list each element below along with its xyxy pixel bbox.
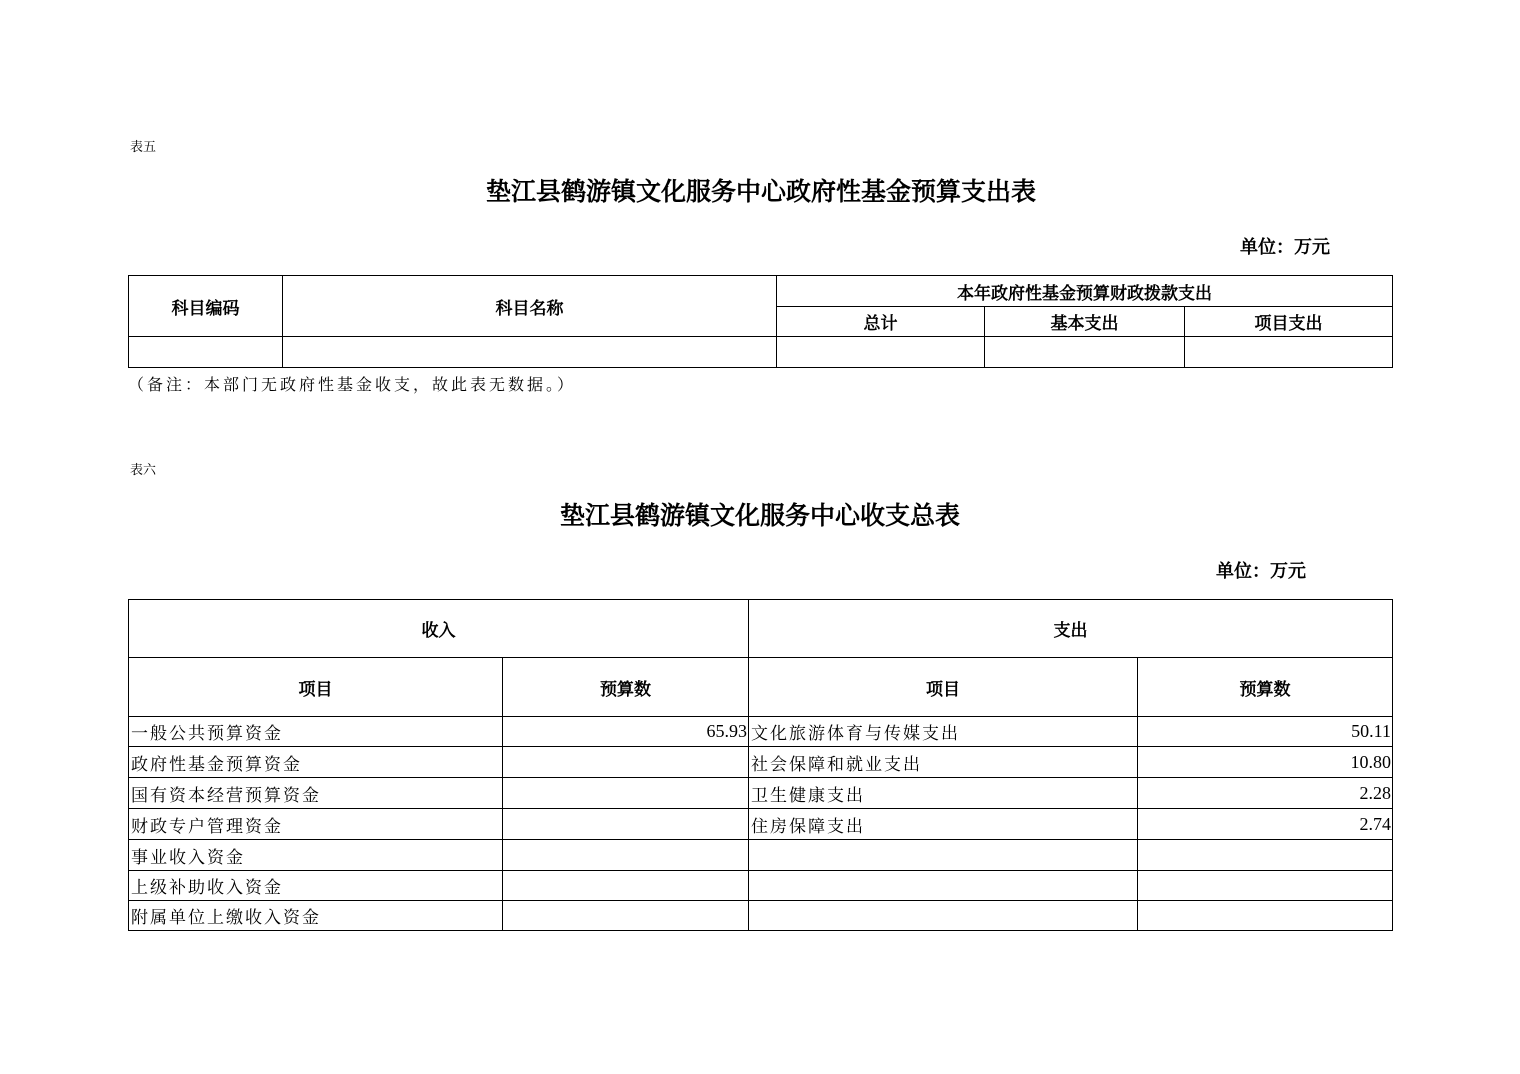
- table5-tag: 表五: [130, 140, 157, 155]
- table5-header-total: 总计: [777, 307, 985, 337]
- table6-tag: 表六: [130, 463, 157, 478]
- table-row: [129, 717, 1393, 747]
- expense-item: [749, 840, 1138, 871]
- table6-header-income: 收入: [129, 600, 749, 658]
- income-item: 上级补助收入资金: [129, 871, 503, 901]
- income-item: 附属单位上缴收入资金: [129, 901, 503, 931]
- table6-header-expense: 支出: [749, 600, 1393, 658]
- table-row: [129, 778, 1393, 809]
- table-row: [129, 747, 1393, 778]
- table5-unit: 单位：万元: [1240, 237, 1330, 258]
- table6-title-text: 垫江县鹤游镇文化服务中心收支总表: [559, 501, 960, 530]
- expense-item: 卫生健康支出: [749, 778, 1138, 809]
- expense-item: 住房保障支出: [749, 809, 1138, 840]
- table5-cell: [283, 337, 777, 368]
- expense-amount: 2.74: [1138, 809, 1393, 840]
- expense-amount: [1138, 901, 1393, 931]
- table6-header-income-item: 项目: [129, 658, 503, 717]
- table5-header-name: 科目名称: [283, 276, 777, 337]
- expense-amount: [1138, 871, 1393, 901]
- income-item: 财政专户管理资金: [129, 809, 503, 840]
- table6-header-expense-budget: 预算数: [1138, 658, 1393, 717]
- expense-item: [749, 901, 1138, 931]
- table5-note: （备注：本部门无政府性基金收支，故此表无数据。）: [128, 375, 577, 394]
- table-row: [129, 809, 1393, 840]
- income-item: 一般公共预算资金: [129, 717, 503, 747]
- table5-title: [0, 172, 1520, 208]
- table5-empty-row: [129, 337, 1393, 368]
- table5-cell: [985, 337, 1185, 368]
- table6-unit: 单位：万元: [1216, 561, 1306, 582]
- table5-header-project: 项目支出: [1185, 307, 1393, 337]
- expense-item: [749, 871, 1138, 901]
- income-amount: [503, 747, 749, 778]
- table5-header-code: 科目编码: [129, 276, 283, 337]
- expense-amount: 50.11: [1138, 717, 1393, 747]
- income-amount: [503, 840, 749, 871]
- income-amount: [503, 778, 749, 809]
- table-row: [129, 901, 1393, 931]
- expense-amount: [1138, 840, 1393, 871]
- table5-title-text: 垫江县鹤游镇文化服务中心政府性基金预算支出表: [485, 177, 1036, 206]
- income-amount: [503, 871, 749, 901]
- table5-cell: [777, 337, 985, 368]
- expense-amount: 10.80: [1138, 747, 1393, 778]
- table6-title: [0, 496, 1520, 532]
- table5: [128, 275, 1393, 368]
- table6: [128, 599, 1393, 931]
- table6-header-expense-item: 项目: [749, 658, 1138, 717]
- expense-amount: 2.28: [1138, 778, 1393, 809]
- income-item: 事业收入资金: [129, 840, 503, 871]
- table-row: [129, 871, 1393, 901]
- table5-header-group: 本年政府性基金预算财政拨款支出: [777, 276, 1393, 307]
- table6-header-income-budget: 预算数: [503, 658, 749, 717]
- income-amount: 65.93: [503, 717, 749, 747]
- income-item: 政府性基金预算资金: [129, 747, 503, 778]
- income-amount: [503, 809, 749, 840]
- table5-cell: [1185, 337, 1393, 368]
- income-amount: [503, 901, 749, 931]
- income-item: 国有资本经营预算资金: [129, 778, 503, 809]
- expense-item: 文化旅游体育与传媒支出: [749, 717, 1138, 747]
- expense-item: 社会保障和就业支出: [749, 747, 1138, 778]
- table-row: [129, 840, 1393, 871]
- table5-cell: [129, 337, 283, 368]
- table5-header-basic: 基本支出: [985, 307, 1185, 337]
